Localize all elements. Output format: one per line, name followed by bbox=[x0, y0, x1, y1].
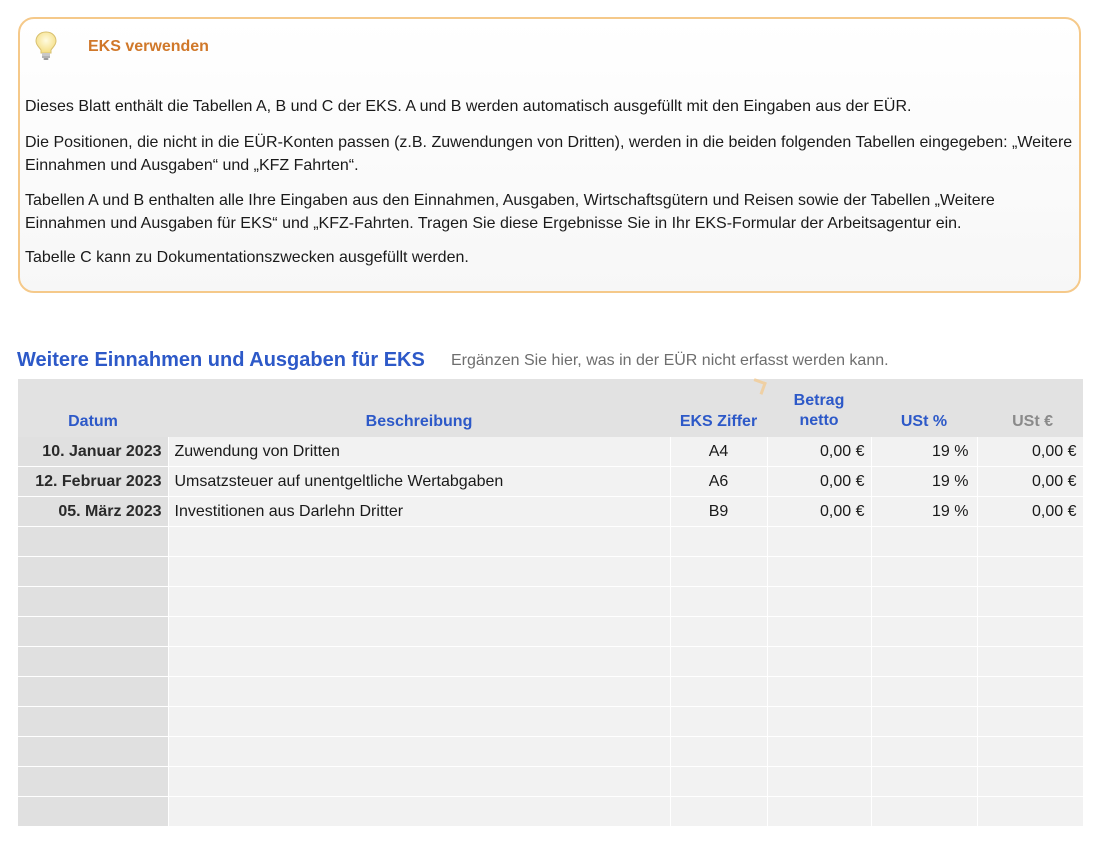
empty-date-cell[interactable] bbox=[18, 557, 168, 587]
empty-ust-percent-cell[interactable] bbox=[871, 527, 977, 557]
empty-ust-percent-cell[interactable] bbox=[871, 767, 977, 797]
empty-table-row[interactable] bbox=[18, 677, 1083, 707]
empty-description-cell[interactable] bbox=[168, 647, 670, 677]
ust-percent-cell[interactable]: 19 % bbox=[871, 437, 977, 467]
empty-ust-percent-cell[interactable] bbox=[871, 737, 977, 767]
ust-eur-cell[interactable]: 0,00 € bbox=[977, 467, 1083, 497]
empty-ust-eur-cell[interactable] bbox=[977, 737, 1083, 767]
empty-eks-ziffer-cell[interactable] bbox=[670, 767, 767, 797]
info-title: EKS verwenden bbox=[88, 38, 209, 55]
empty-table-row[interactable] bbox=[18, 557, 1083, 587]
empty-betrag-cell[interactable] bbox=[767, 767, 871, 797]
empty-date-cell[interactable] bbox=[18, 707, 168, 737]
empty-eks-ziffer-cell[interactable] bbox=[670, 557, 767, 587]
empty-ust-percent-cell[interactable] bbox=[871, 617, 977, 647]
empty-betrag-cell[interactable] bbox=[767, 617, 871, 647]
section-hint: Ergänzen Sie hier, was in der EÜR nicht erfasst werden kann. bbox=[451, 352, 889, 369]
empty-table-row[interactable] bbox=[18, 527, 1083, 557]
empty-betrag-cell[interactable] bbox=[767, 797, 871, 827]
empty-description-cell[interactable] bbox=[168, 587, 670, 617]
info-paragraph: Die Positionen, die nicht in die EÜR-Konten passen (z.B. Zuwendungen von Dritten), werden in die beiden folgenden Tabellen eingegeben: „Weitere Einnahmen und Ausgaben“ und „KFZ Fahrten“. bbox=[25, 134, 1073, 174]
empty-description-cell[interactable] bbox=[168, 737, 670, 767]
empty-date-cell[interactable] bbox=[18, 527, 168, 557]
ust-percent-cell[interactable]: 19 % bbox=[871, 467, 977, 497]
header-ust-percent[interactable]: USt % bbox=[871, 379, 977, 437]
info-text bbox=[18, 17, 1081, 293]
header-ust-eur[interactable]: USt € bbox=[977, 379, 1083, 437]
table-row[interactable] bbox=[18, 467, 1083, 497]
empty-ust-eur-cell[interactable] bbox=[977, 677, 1083, 707]
table-header-row bbox=[18, 379, 1083, 437]
date-cell[interactable]: 10. Januar 2023 bbox=[18, 437, 168, 467]
empty-description-cell[interactable] bbox=[168, 767, 670, 797]
table-row[interactable] bbox=[18, 437, 1083, 467]
table-row[interactable] bbox=[18, 497, 1083, 527]
empty-table-row[interactable] bbox=[18, 737, 1083, 767]
header-betrag-netto[interactable] bbox=[767, 379, 871, 437]
info-paragraph: Tabelle C kann zu Dokumentationszwecken ausgefüllt werden. bbox=[25, 249, 469, 266]
empty-ust-eur-cell[interactable] bbox=[977, 527, 1083, 557]
empty-betrag-cell[interactable] bbox=[767, 557, 871, 587]
empty-ust-eur-cell[interactable] bbox=[977, 767, 1083, 797]
info-paragraph: Tabellen A und B enthalten alle Ihre Eingaben aus den Einnahmen, Ausgaben, Wirtschaftsgütern und Reisen sowie der Tabellen „Weitere Einnahmen und Ausgaben für EKS“ und „KFZ-Fahrten. Tragen Sie diese Ergebnisse Sie in Ihr EKS-Formular der Arbeitsagentur ein. bbox=[25, 192, 995, 232]
empty-ust-percent-cell[interactable] bbox=[871, 707, 977, 737]
empty-eks-ziffer-cell[interactable] bbox=[670, 677, 767, 707]
empty-table-row[interactable] bbox=[18, 767, 1083, 797]
date-cell[interactable]: 05. März 2023 bbox=[18, 497, 168, 527]
empty-ust-percent-cell[interactable] bbox=[871, 587, 977, 617]
betrag-cell[interactable]: 0,00 € bbox=[767, 467, 871, 497]
empty-eks-ziffer-cell[interactable] bbox=[670, 647, 767, 677]
empty-table-row[interactable] bbox=[18, 707, 1083, 737]
empty-ust-eur-cell[interactable] bbox=[977, 707, 1083, 737]
date-cell[interactable]: 12. Februar 2023 bbox=[18, 467, 168, 497]
empty-betrag-cell[interactable] bbox=[767, 527, 871, 557]
description-cell[interactable]: Investitionen aus Darlehn Dritter bbox=[168, 497, 670, 527]
empty-ust-percent-cell[interactable] bbox=[871, 647, 977, 677]
empty-description-cell[interactable] bbox=[168, 527, 670, 557]
empty-ust-percent-cell[interactable] bbox=[871, 797, 977, 827]
empty-eks-ziffer-cell[interactable] bbox=[670, 797, 767, 827]
eks-ziffer-cell[interactable]: A4 bbox=[670, 437, 767, 467]
empty-ust-percent-cell[interactable] bbox=[871, 557, 977, 587]
ust-eur-cell[interactable]: 0,00 € bbox=[977, 497, 1083, 527]
ust-eur-cell[interactable]: 0,00 € bbox=[977, 437, 1083, 467]
empty-ust-eur-cell[interactable] bbox=[977, 557, 1083, 587]
empty-ust-eur-cell[interactable] bbox=[977, 647, 1083, 677]
empty-table-row[interactable] bbox=[18, 587, 1083, 617]
info-paragraph: Dieses Blatt enthält die Tabellen A, B und C der EKS. A und B werden automatisch ausgefüllt mit den Eingaben aus der EÜR. bbox=[25, 98, 912, 115]
empty-eks-ziffer-cell[interactable] bbox=[670, 707, 767, 737]
empty-ust-percent-cell[interactable] bbox=[871, 677, 977, 707]
empty-eks-ziffer-cell[interactable] bbox=[670, 527, 767, 557]
empty-date-cell[interactable] bbox=[18, 767, 168, 797]
empty-table-row[interactable] bbox=[18, 617, 1083, 647]
empty-ust-eur-cell[interactable] bbox=[977, 587, 1083, 617]
empty-date-cell[interactable] bbox=[18, 617, 168, 647]
header-betrag-line1: Betrag bbox=[793, 392, 845, 409]
description-cell[interactable]: Umsatzsteuer auf unentgeltliche Wertabgaben bbox=[168, 467, 670, 497]
empty-ust-eur-cell[interactable] bbox=[977, 797, 1083, 827]
empty-table-row[interactable] bbox=[18, 647, 1083, 677]
empty-eks-ziffer-cell[interactable] bbox=[670, 617, 767, 647]
empty-description-cell[interactable] bbox=[168, 707, 670, 737]
empty-betrag-cell[interactable] bbox=[767, 737, 871, 767]
header-beschreibung[interactable]: Beschreibung bbox=[168, 379, 670, 437]
empty-description-cell[interactable] bbox=[168, 617, 670, 647]
eks-ziffer-cell[interactable]: B9 bbox=[670, 497, 767, 527]
betrag-cell[interactable]: 0,00 € bbox=[767, 437, 871, 467]
empty-betrag-cell[interactable] bbox=[767, 707, 871, 737]
eks-table bbox=[18, 379, 1084, 827]
header-betrag-line2: netto bbox=[799, 412, 839, 429]
section-title: Weitere Einnahmen und Ausgaben für EKS bbox=[17, 349, 425, 371]
empty-description-cell[interactable] bbox=[168, 557, 670, 587]
empty-eks-ziffer-cell[interactable] bbox=[670, 587, 767, 617]
empty-betrag-cell[interactable] bbox=[767, 677, 871, 707]
empty-description-cell[interactable] bbox=[168, 677, 670, 707]
empty-ust-eur-cell[interactable] bbox=[977, 617, 1083, 647]
empty-date-cell[interactable] bbox=[18, 797, 168, 827]
description-cell[interactable]: Zuwendung von Dritten bbox=[168, 437, 670, 467]
eks-ziffer-cell[interactable]: A6 bbox=[670, 467, 767, 497]
betrag-cell[interactable]: 0,00 € bbox=[767, 497, 871, 527]
empty-date-cell[interactable] bbox=[18, 677, 168, 707]
ust-percent-cell[interactable]: 19 % bbox=[871, 497, 977, 527]
empty-eks-ziffer-cell[interactable] bbox=[670, 737, 767, 767]
empty-table-row[interactable] bbox=[18, 797, 1083, 827]
empty-description-cell[interactable] bbox=[168, 797, 670, 827]
header-eks-ziffer[interactable]: EKS Ziffer bbox=[670, 379, 767, 437]
table-body bbox=[18, 437, 1083, 827]
empty-betrag-cell[interactable] bbox=[767, 647, 871, 677]
empty-date-cell[interactable] bbox=[18, 587, 168, 617]
header-datum[interactable]: Datum bbox=[18, 379, 168, 437]
empty-date-cell[interactable] bbox=[18, 737, 168, 767]
empty-date-cell[interactable] bbox=[18, 647, 168, 677]
empty-betrag-cell[interactable] bbox=[767, 587, 871, 617]
